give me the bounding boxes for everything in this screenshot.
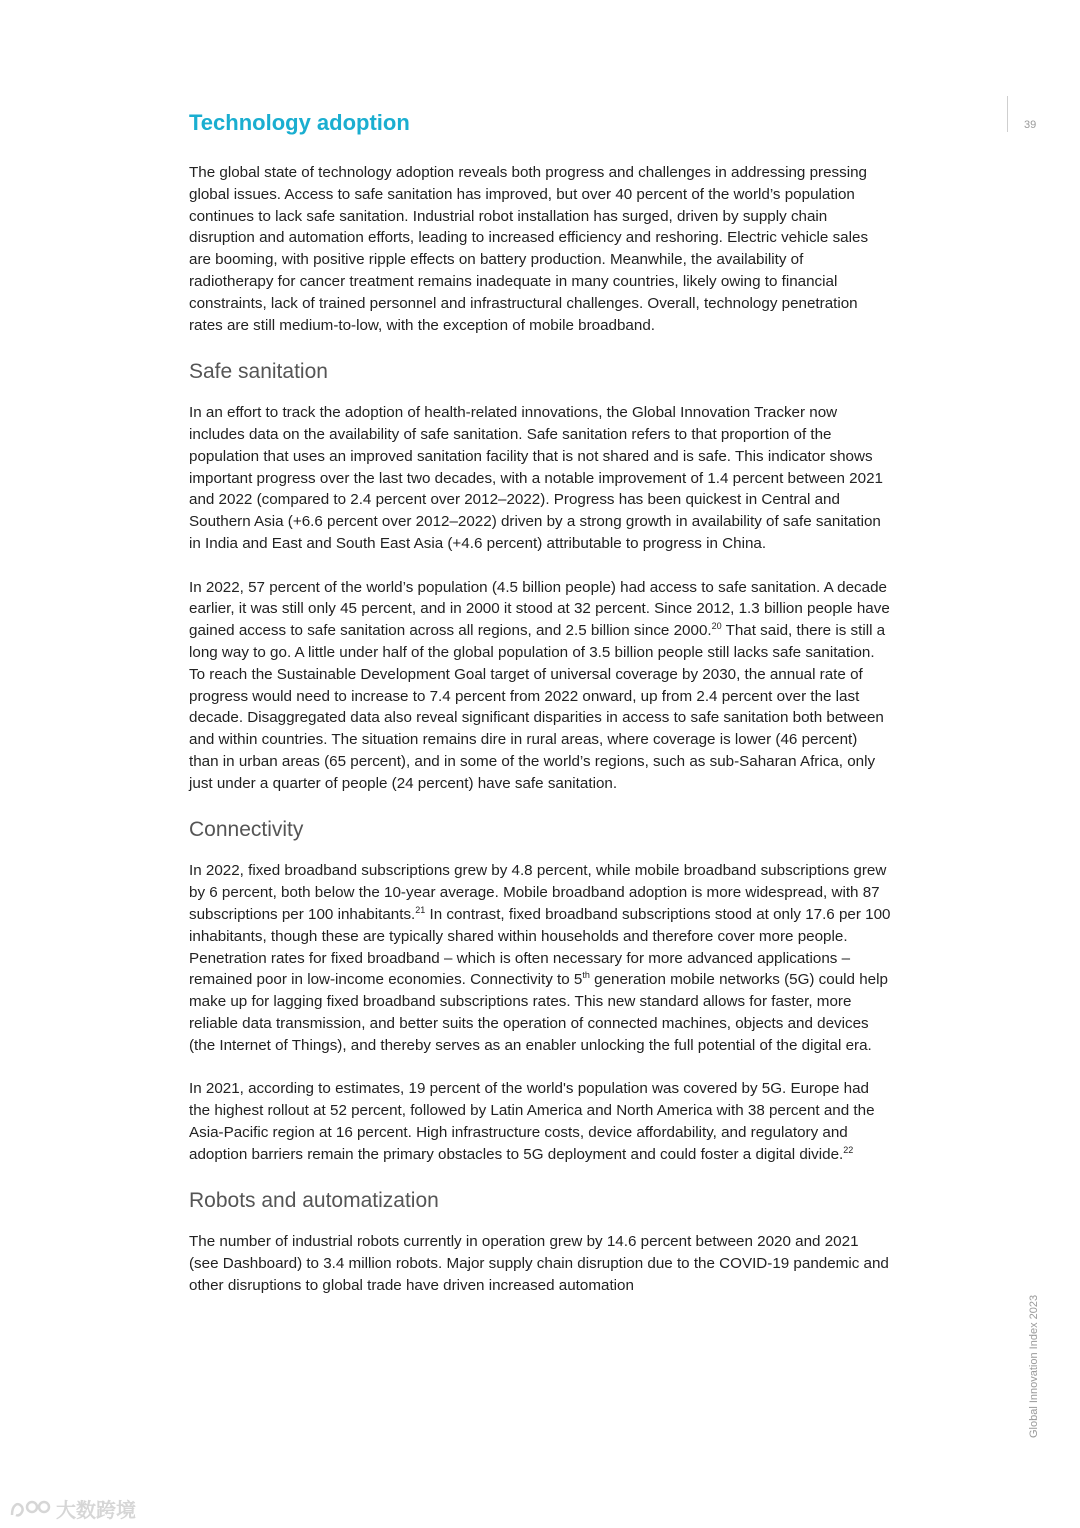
sanitation-paragraph-1: In an effort to track the adoption of health-related innovations, the Global Innovation Tracker now includes data on the availability of safe sanitation. Safe sanitation refers to that proportion of the population that uses an improved sanitation facility that is not shared and is safe. This indicator shows important progress over the last two decades, with a notable improvement of 1.4 percent between 2021 and 2022 (compared to 2.4 percent over 2012–2022). Progress has been quickest in Central and Southern Asia (+6.6 percent over 2012–2022) driven by a strong growth in availability of safe sanitation in India and East and South East Asia (+4.6 percent) attributable to progress in China. xyxy=(189,404,883,552)
paragraph-text: In 2022, 57 percent of the world’s population (4.5 billion people) had access to safe sanitation. A decade earlier, it was still only 45 percent, and in 2000 it stood at 32 percent. Since 2012, 1.3 billion people have gained access to safe sanitation across all regions, and 2.5 billion since 2000. xyxy=(189,578,890,640)
connectivity-paragraph-1 xyxy=(189,860,891,1056)
page-number: 39 xyxy=(1024,119,1037,131)
watermark-text: 大数跨境 xyxy=(56,1500,136,1522)
watermark xyxy=(8,1494,136,1523)
paragraph-text: That said, there is still a long way to go. A little under half of the global population of 3.5 billion people still lacks safe sanitation. To reach the Sustainable Development Goal target of universal coverage by 2030, the annual rate of progress would need to increase to 7.4 percent from 2022 onward, up from 2.4 percent over the last decade. Disaggregated data also reveal significant disparities in access to safe sanitation both between and within countries. The situation remains dire in rural areas, where coverage is lower (46 percent) than in urban areas (65 percent), and in some of the world’s regions, such as sub-Saharan Africa, only just under a quarter of people (24 percent) have safe sanitation. xyxy=(189,622,886,792)
footnote-ref-21[interactable]: 21 xyxy=(415,904,426,915)
watermark-logo-icon xyxy=(8,1497,52,1521)
section-heading-connectivity: Connectivity xyxy=(189,818,304,842)
robots-paragraph-1: The number of industrial robots currently in operation grew by 14.6 percent between 2020 and 2021 (see Dashboard) to 3.4 million robots. Major supply chain disruption due to the COVID-19 pandemic and other disruptions to global trade have driven increased automation xyxy=(189,1233,889,1294)
ordinal-suffix: th xyxy=(582,970,590,981)
section-heading-robots: Robots and automatization xyxy=(189,1189,439,1213)
paragraph-text: In contrast, fixed broadband subscriptions stood at only 17.6 per 100 inhabitants, though these are typically shared within households and therefore cover more people. Penetration rates for fixed broadband – which is often necessary for more advanced applications – remained poor in low-income economies. Connectivity to 5 xyxy=(189,905,891,989)
section-heading-safe-sanitation: Safe sanitation xyxy=(189,360,328,384)
paragraph-text: In 2022, fixed broadband subscriptions grew by 4.8 percent, while mobile broadband subscriptions grew by 6 percent, both below the 10-year average. Mobile broadband adoption is more widespread, with 87 subscriptions per 100 inhabitants. xyxy=(189,862,887,923)
paragraph-text: generation mobile networks (5G) could help make up for lagging fixed broadband subscriptions rates. This new standard allows for faster, more reliable data transmission, and better suits the operation of connected machines, objects and devices (the Internet of Things), and thereby serves as an enabler unlocking the full potential of the digital era. xyxy=(189,971,888,1054)
footnote-ref-22[interactable]: 22 xyxy=(843,1144,854,1155)
page-number-divider xyxy=(1007,96,1008,132)
document-body xyxy=(189,108,891,1297)
sanitation-paragraph-2 xyxy=(189,577,891,795)
connectivity-paragraph-2 xyxy=(189,1078,891,1165)
footnote-ref-20[interactable]: 20 xyxy=(711,621,722,632)
report-side-label: Global Innovation Index 2023 xyxy=(1028,1294,1040,1438)
paragraph-text: In 2021, according to estimates, 19 percent of the world's population was covered by 5G. Europe had the highest rollout at 52 percent, followed by Latin America and North America with 38 percent and the Asia-Pacific region at 16 percent. High infrastructure costs, device affordability, and regulatory and adoption barriers remain the primary obstacles to 5G deployment and could foster a digital divide. xyxy=(189,1080,875,1163)
intro-paragraph: The global state of technology adoption reveals both progress and challenges in addressing pressing global issues. Access to safe sanitation has improved, but over 40 percent of the world’s population continues to lack safe sanitation. Industrial robot installation has surged, driven by supply chain disruption and automation efforts, leading to increased efficiency and reshoring. Electric vehicle sales are booming, with positive ripple effects on battery production. Meanwhile, the availability of radiotherapy for cancer treatment remains inadequate in many countries, likely owing to financial constraints, lack of trained personnel and infrastructural challenges. Overall, technology penetration rates are still medium-to-low, with the exception of mobile broadband. xyxy=(189,164,869,334)
page-title: Technology adoption xyxy=(189,110,410,135)
